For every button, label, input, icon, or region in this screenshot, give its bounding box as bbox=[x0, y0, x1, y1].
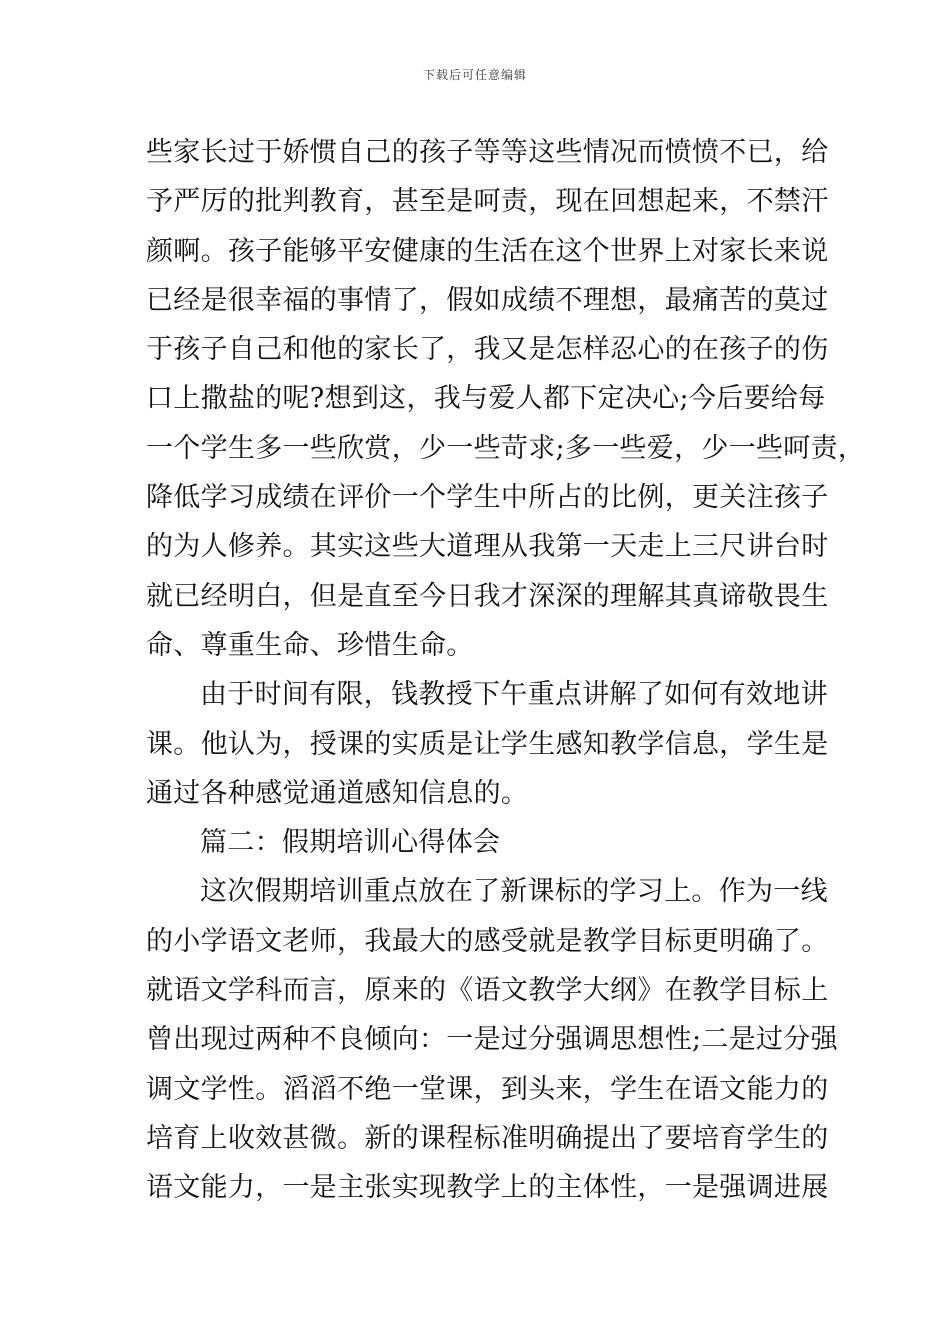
paragraph-line: 已经是很幸福的事情了，假如成绩不理想，最痛苦的莫过 bbox=[146, 284, 829, 316]
paragraph-line: 就已经明白，但是直至今日我才深深的理解其真谛敬畏生 bbox=[146, 580, 829, 612]
paragraph-line: 调文学性。滔滔不绝一堂课，到头来，学生在语文能力的 bbox=[146, 1073, 829, 1105]
paragraph-line: 些家长过于娇惯自己的孩子等等这些情况而愤愤不已，给 bbox=[146, 137, 829, 168]
paragraph-line: 培育上收效甚微。新的课程标准明确提出了要培育学生的 bbox=[146, 1122, 829, 1154]
paragraph-line: 口上撒盐的呢?想到这，我与爱人都下定决心;今后要给每 bbox=[146, 383, 826, 415]
paragraph-line: 由于时间有限，钱教授下午重点讲解了如何有效地讲 bbox=[200, 679, 828, 711]
paragraph-line: 颜啊。孩子能够平安健康的生活在这个世界上对家长来说 bbox=[146, 235, 829, 267]
paragraph-line: 一个学生多一些欣赏，少一些苛求;多一些爱，少一些呵责， bbox=[146, 432, 866, 464]
paragraph-line: 的小学语文老师，我最大的感受就是教学目标更明确了。 bbox=[146, 925, 829, 957]
section-heading: 篇二：假期培训心得体会 bbox=[200, 827, 501, 859]
page-header: 下载后可任意编辑 bbox=[422, 68, 527, 82]
body-text bbox=[146, 128, 866, 1213]
paragraph-line: 就语文学科而言，原来的《语文教学大纲》在教学目标上 bbox=[146, 975, 829, 1007]
paragraph-line: 于孩子自己和他的家长了，我又是怎样忍心的在孩子的伤 bbox=[146, 334, 829, 366]
paragraph-line: 课。他认为，授课的实质是让学生感知教学信息，学生是 bbox=[146, 728, 829, 760]
paragraph-line: 语文能力，一是主张实现教学上的主体性，一是强调进展 bbox=[146, 1172, 829, 1204]
paragraph-line: 曾出现过两种不良倾向：一是过分强调思想性;二是过分强 bbox=[146, 1024, 838, 1056]
paragraph-line: 通过各种感觉通道感知信息的。 bbox=[146, 777, 529, 809]
paragraph-line: 命、尊重生命、珍惜生命。 bbox=[146, 629, 474, 661]
paragraph-line: 这次假期培训重点放在了新课标的学习上。作为一线 bbox=[200, 876, 828, 908]
paragraph-line: 的为人修养。其实这些大道理从我第一天走上三尺讲台时 bbox=[146, 531, 829, 563]
paragraph-line: 降低学习成绩在评价一个学生中所占的比例，更关注孩子 bbox=[146, 482, 829, 514]
paragraph-line: 予严厉的批判教育，甚至是呵责，现在回想起来，不禁汗 bbox=[146, 186, 829, 218]
